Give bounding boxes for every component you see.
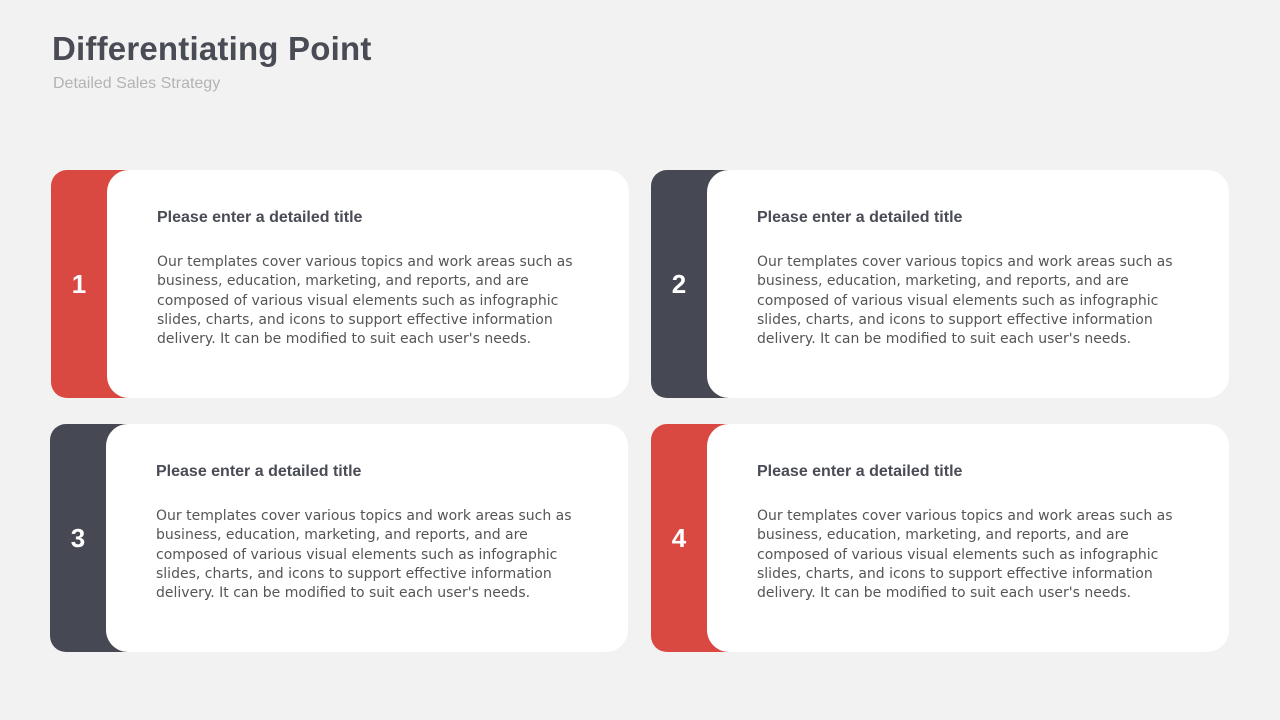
card-text: Our templates cover various topics and work areas such as business, education, marketing, and reports, and are composed of various visual elements such as infographic slides, charts, and icons to support effective information delivery. It can be modified to suit each user's needs. xyxy=(757,508,1173,602)
card-panel xyxy=(107,170,629,398)
card-number: 1 xyxy=(71,268,87,299)
card-text: Our templates cover various topics and work areas such as business, education, marketing, and reports, and are composed of various visual elements such as infographic slides, charts, and icons to support effective information delivery. It can be modified to suit each user's needs. xyxy=(156,508,572,602)
card-1 xyxy=(51,170,629,398)
card-text: Our templates cover various topics and work areas such as business, education, marketing, and reports, and are composed of various visual elements such as infographic slides, charts, and icons to support effective information delivery. It can be modified to suit each user's needs. xyxy=(757,254,1173,348)
card-number: 2 xyxy=(671,268,687,299)
card-number: 3 xyxy=(70,522,86,553)
card-title: Please enter a detailed title xyxy=(156,463,362,480)
page-subtitle: Detailed Sales Strategy xyxy=(53,75,221,92)
card-title: Please enter a detailed title xyxy=(157,209,363,226)
card-3 xyxy=(50,424,628,652)
card-panel xyxy=(707,424,1229,652)
card-panel xyxy=(707,170,1229,398)
card-title: Please enter a detailed title xyxy=(757,209,963,226)
card-number: 4 xyxy=(671,522,687,553)
page-title: Differentiating Point xyxy=(52,30,372,67)
card-title: Please enter a detailed title xyxy=(757,463,963,480)
card-text: Our templates cover various topics and work areas such as business, education, marketing, and reports, and are composed of various visual elements such as infographic slides, charts, and icons to support effective information delivery. It can be modified to suit each user's needs. xyxy=(157,254,573,348)
card-panel xyxy=(106,424,628,652)
card-4 xyxy=(651,424,1229,652)
card-2 xyxy=(651,170,1229,398)
